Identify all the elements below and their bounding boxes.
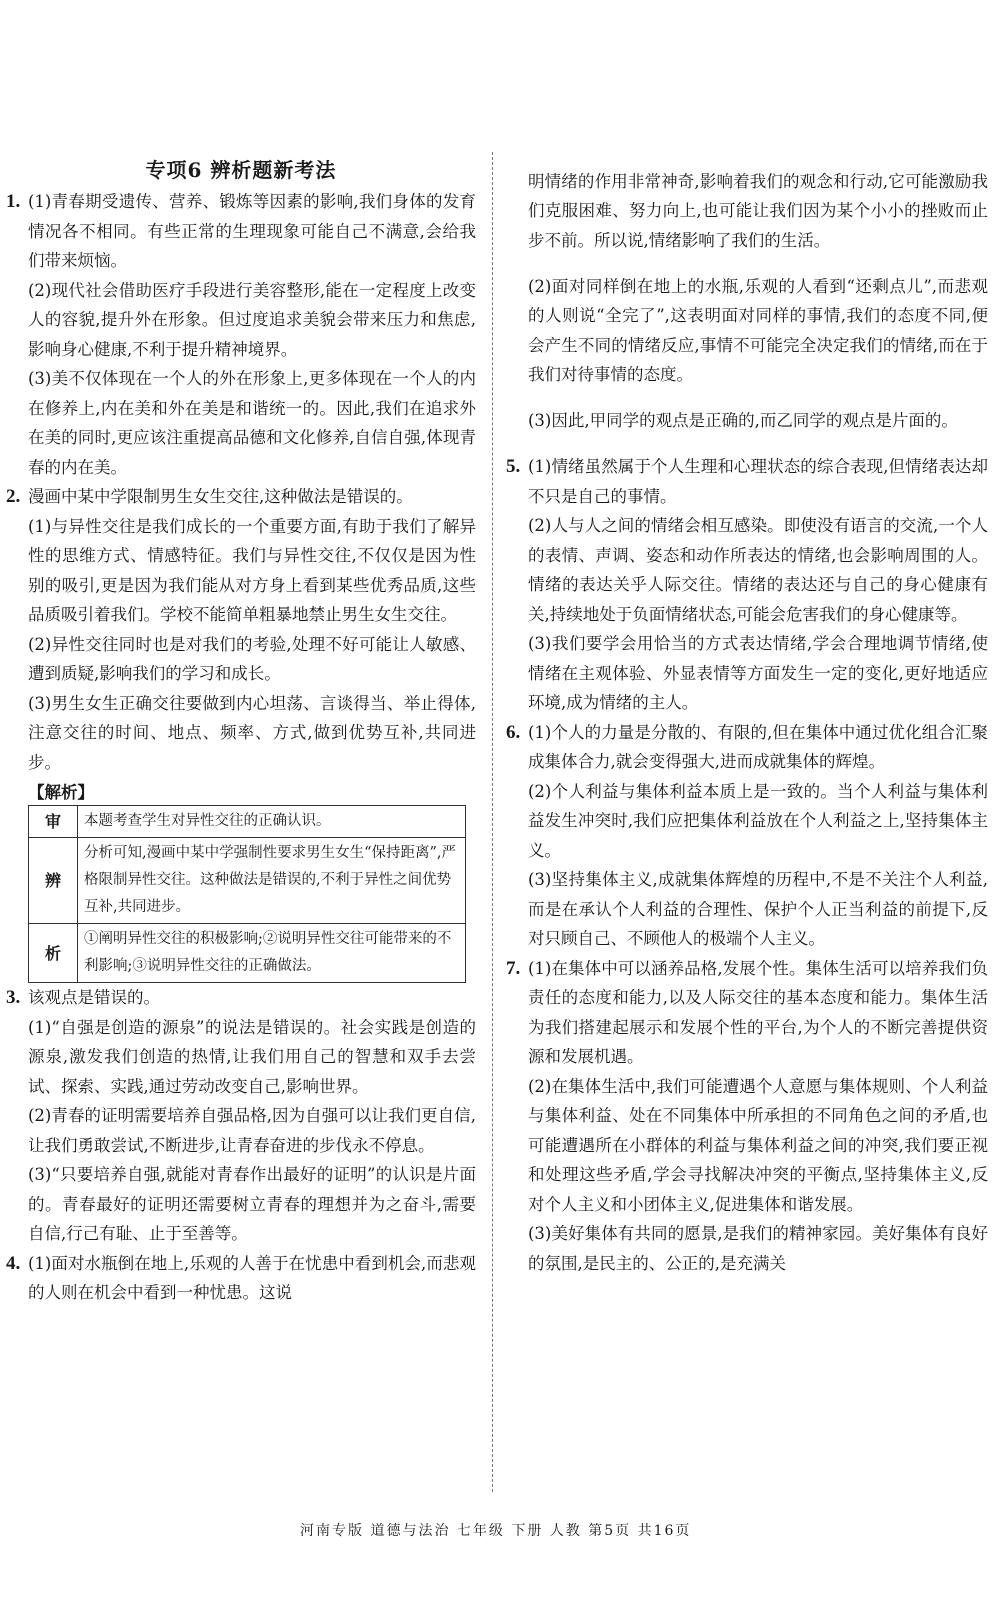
row-head: 析 (29, 924, 78, 983)
answer-paragraph: (1)个人的力量是分散的、有限的,但在集体中通过优化组合汇聚成集体合力,就会变得强大,进而成就集体的辉煌。 (528, 722, 988, 771)
answer-4 (6, 1249, 476, 1308)
row-text: 分析可知,漫画中某中学强制性要求男生女生“保持距离”,严格限制异性交往。这种做法是错误的,不利于异性之间优势互补,共同进步。 (78, 838, 466, 924)
page-footer: 河南专版 道德与法治 七年级 下册 人教 第5页 共16页 (300, 1523, 692, 1539)
answer-paragraph: (3)美好集体有共同的愿景,是我们的精神家园。美好集体有良好的氛围,是民主的、公正的,是充满关 (528, 1224, 988, 1273)
answer-number: 3. (6, 987, 21, 1008)
answer-paragraph: (3)我们要学会用恰当的方式表达情绪,学会合理地调节情绪,使情绪在主观体验、外显表情等方面发生一定的变化,更好地适应环境,成为情绪的主人。 (528, 634, 988, 712)
answer-number: 7. (506, 957, 521, 979)
answer-7 (506, 954, 988, 1279)
answer-number: 1. (6, 191, 21, 212)
answer-5 (506, 452, 988, 718)
left-column (6, 150, 476, 1308)
right-column (506, 150, 988, 1278)
answer-paragraph: (2)个人利益与集体利益本质上是一致的。当个人利益与集体利益发生冲突时,我们应把集体利益放在个人利益之上,坚持集体主义。 (528, 781, 988, 860)
table-row (29, 806, 466, 838)
answer-paragraph: (1)在集体中可以涵养品格,发展个性。集体生活可以培养我们负责任的态度和能力,以及人际交往的基本态度和能力。集体生活为我们搭建起展示和发展个性的平台,为个人的不断完善提供资源和发展机遇。 (528, 958, 988, 1066)
answer-paragraph: (2)异性交往同时也是对我们的考验,处理不好可能让人敏感、遭到质疑,影响我们的学习和成长。 (28, 634, 476, 683)
answer-paragraph: (3)“只要培养自强,就能对青春作出最好的证明”的认识是片面的。青春最好的证明还需要树立青春的理想并为之奋斗,需要自信,行己有耻、止于至善等。 (28, 1165, 476, 1243)
answer-number: 4. (6, 1252, 21, 1274)
answer-number: 2. (6, 486, 21, 507)
answer-3 (6, 983, 476, 1249)
answer-paragraph: (3)坚持集体主义,成就集体辉煌的历程中,不是不关注个人利益,而是在承认个人利益的合理性、保护个人正当利益的前提下,反对只顾自己、不顾他人的极端个人主义。 (528, 870, 988, 948)
answer-paragraph: (2)在集体生活中,我们可能遭遇个人意愿与集体规则、个人利益与集体利益、处在不同集体中所承担的不同角色之间的矛盾,也可能遭遇所在小群体的利益与集体利益之间的冲突,我们要正视和处理这些矛盾,学会寻找解决冲突的平衡点,坚持集体主义,反对个人主义和小团体主义,促进集体和谐发展。 (528, 1076, 988, 1214)
answer-6 (506, 718, 988, 954)
answer-2 (6, 482, 476, 777)
row-head: 辨 (29, 838, 78, 924)
answer-paragraph: (3)男生女生正确交往要做到内心坦荡、言谈得当、举止得体,注意交往的时间、地点、频率、方式,做到优势互补,共同进步。 (28, 693, 476, 772)
answer-paragraph: (2)现代社会借助医疗手段进行美容整形,能在一定程度上改变人的容貌,提升外在形象。但过度追求美貌会带来压力和焦虑,影响身心健康,不利于提升精神境界。 (28, 280, 476, 359)
answer-paragraph: (1)与异性交往是我们成长的一个重要方面,有助于我们了解异性的思维方式、情感特征。我们与异性交往,不仅仅是因为性别的吸引,更是因为我们能从对方身上看到某些优秀品质,这些品质吸引着我们。学校不能简单粗暴地禁止男生女生交往。 (28, 516, 476, 624)
answer-paragraph: (1)情绪虽然属于个人生理和心理状态的综合表现,但情绪表达却不只是自己的事情。 (528, 457, 988, 506)
analysis-label: 【解析】 (28, 783, 94, 802)
answer-number: 6. (506, 721, 521, 743)
table-row (29, 838, 466, 924)
table-row (29, 924, 466, 983)
answer-paragraph: (1)青春期受遗传、营养、锻炼等因素的影响,我们身体的发育情况各不相同。有些正常的生理现象可能自己不满意,会给我们带来烦恼。 (28, 192, 476, 270)
column-divider (492, 152, 493, 1492)
answer-paragraph: (1)面对水瓶倒在地上,乐观的人善于在忧患中看到机会,而悲观的人则在机会中看到一种忧患。这说 (28, 1253, 476, 1302)
answer-1 (6, 187, 476, 482)
answer-paragraph: (3)因此,甲同学的观点是正确的,而乙同学的观点是片面的。 (528, 411, 958, 430)
answer-paragraph: (2)人与人之间的情绪会相互感染。即使没有语言的交流,一个人的表情、声调、姿态和动作所表达的情绪,也会影响周围的人。情绪的表达关乎人际交往。情绪的表达还与自己的身心健康有关,持续地处于负面情绪状态,可能会危害我们的身心健康等。 (528, 516, 988, 624)
row-text: 本题考查学生对异性交往的正确认识。 (78, 806, 466, 838)
answer-paragraph: (2)青春的证明需要培养自强品格,因为自强可以让我们更自信,让我们勇敢尝试,不断进步,让青春奋进的步伐永不停息。 (28, 1106, 476, 1155)
analysis-table (28, 805, 466, 983)
row-text: ①阐明异性交往的积极影响;②说明异性交往可能带来的不利影响;③说明异性交往的正确做法。 (78, 924, 466, 983)
answer-continuation: 明情绪的作用非常神奇,影响着我们的观念和行动,它可能激励我们克服困难、努力向上,也可能让我们因为某个小小的挫败而止步不前。所以说,情绪影响了我们的生活。 (528, 171, 988, 250)
answer-paragraph: 该观点是错误的。 (28, 988, 160, 1007)
answer-paragraph: (1)“自强是创造的源泉”的说法是错误的。社会实践是创造的源泉,激发我们创造的热情,让我们用自己的智慧和双手去尝试、探索、实践,通过劳动改变自己,影响世界。 (28, 1017, 476, 1096)
answer-paragraph: (2)面对同样倒在地上的水瓶,乐观的人看到“还剩点儿”,而悲观的人则说“全完了”,这表明面对同样的事情,我们的态度不同,便会产生不同的情绪反应,事情不可能完全决定我们的情绪,而在于我们对待事情的态度。 (528, 276, 988, 384)
row-head: 审 (29, 806, 78, 838)
section-title: 专项6 辨析题新考法 (145, 158, 337, 182)
answer-paragraph: 漫画中某中学限制男生女生交往,这种做法是错误的。 (28, 487, 413, 506)
answer-number: 5. (506, 456, 521, 477)
answer-paragraph: (3)美不仅体现在一个人的外在形象上,更多体现在一个人的内在修养上,内在美和外在美是和谐统一的。因此,我们在追求外在美的同时,更应该注重提高品德和文化修养,自信自强,体现青春的内在美。 (28, 369, 476, 477)
